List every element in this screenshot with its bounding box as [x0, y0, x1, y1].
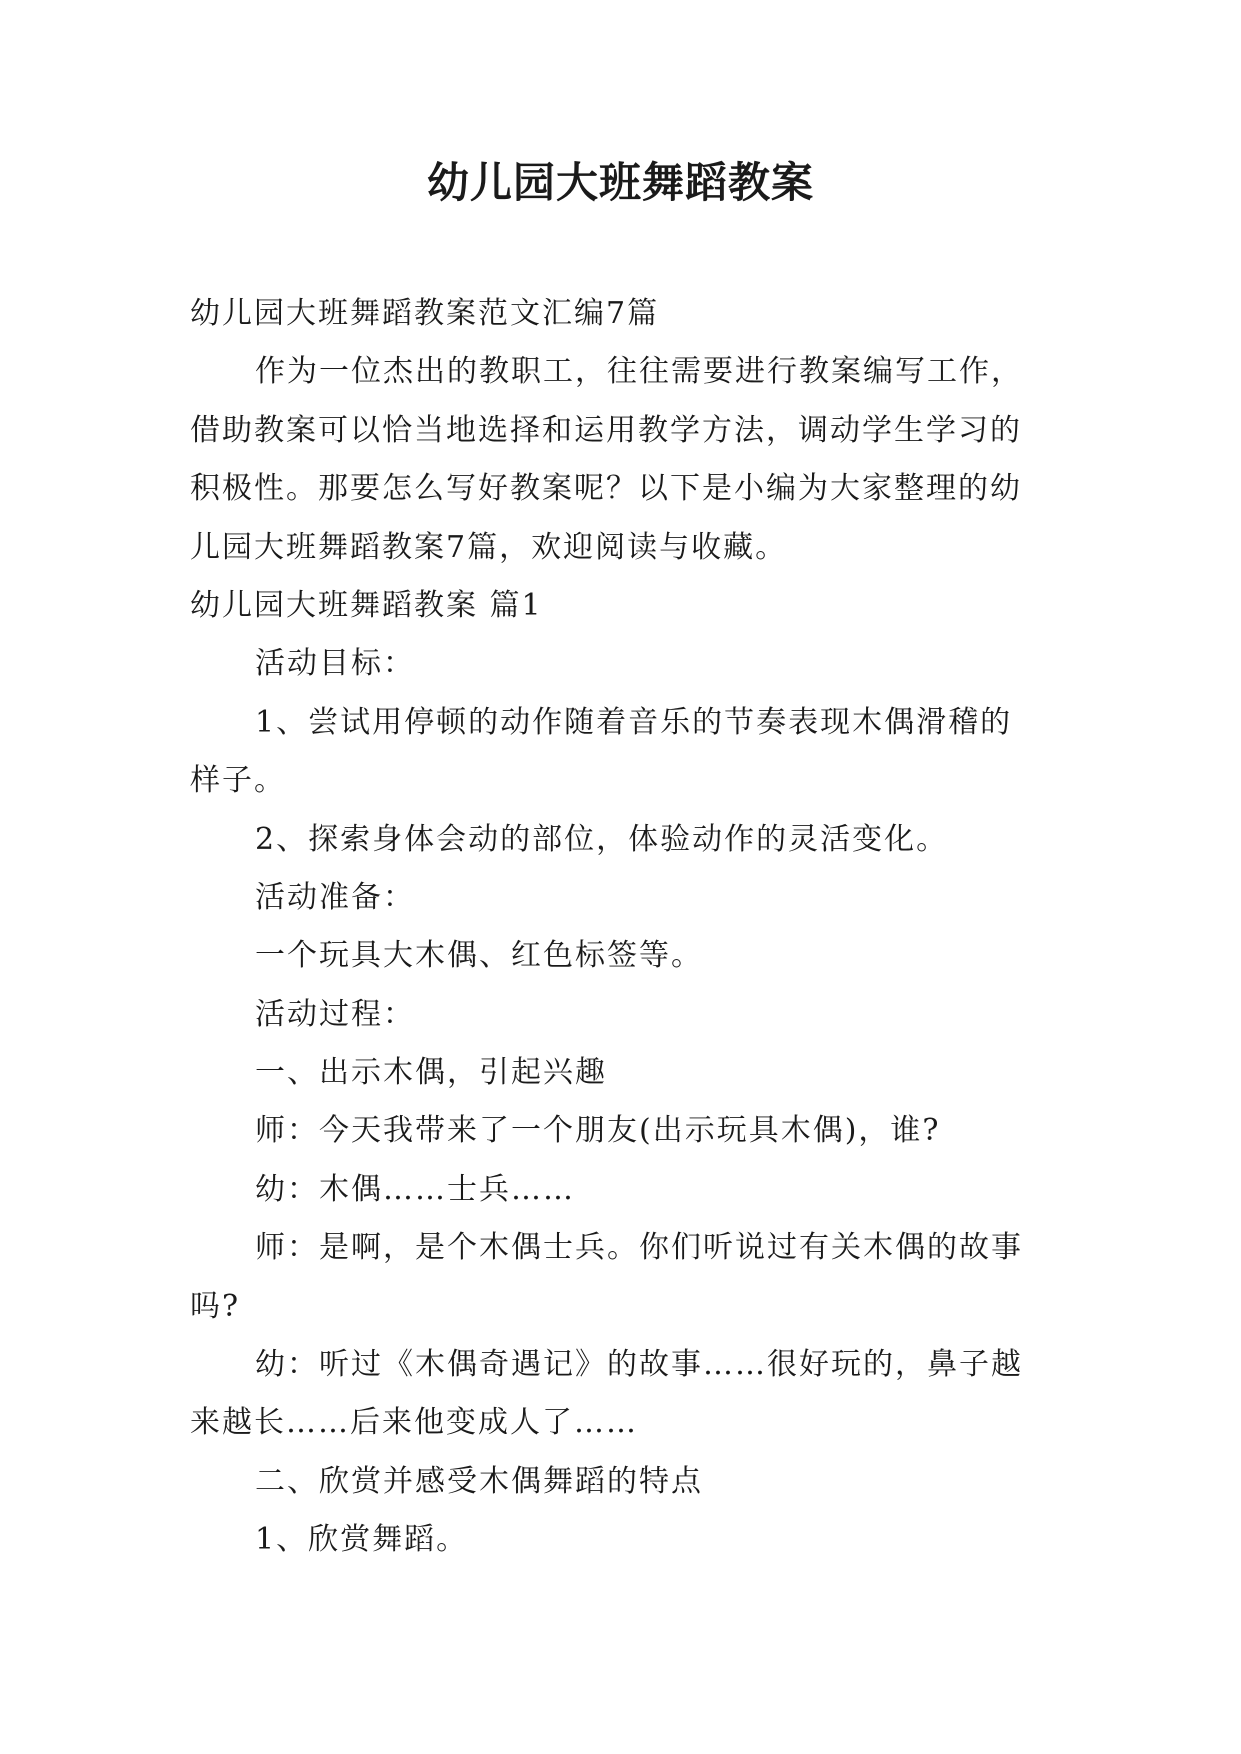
document-title: 幼儿园大班舞蹈教案 — [426, 158, 814, 207]
paragraph-line: 师：是啊，是个木偶士兵。你们听说过有关木偶的故事 — [255, 1230, 1023, 1266]
paragraph-line: 来越长……后来他变成人了…… — [190, 1405, 638, 1441]
paragraph-line: 一、出示木偶，引起兴趣 — [255, 1055, 607, 1091]
paragraph-line: 师：今天我带来了一个朋友(出示玩具木偶)，谁? — [255, 1113, 941, 1149]
document-body — [190, 285, 1060, 1570]
paragraph-line: 活动过程： — [255, 996, 415, 1032]
paragraph-line: 幼儿园大班舞蹈教案 篇1 — [190, 587, 543, 623]
paragraph-line: 二、欣赏并感受木偶舞蹈的特点 — [255, 1463, 703, 1499]
paragraph-line: 幼：木偶……士兵…… — [255, 1171, 575, 1207]
paragraph-line: 活动准备： — [255, 879, 415, 915]
paragraph-line: 一个玩具大木偶、红色标签等。 — [255, 938, 703, 974]
paragraph-line: 积极性。那要怎么写好教案呢？以下是小编为大家整理的幼 — [190, 471, 1022, 507]
paragraph-line: 儿园大班舞蹈教案7篇，欢迎阅读与收藏。 — [190, 529, 788, 565]
paragraph-line: 1、尝试用停顿的动作随着音乐的节奏表现木偶滑稽的 — [255, 704, 1013, 740]
paragraph-line: 1、欣赏舞蹈。 — [255, 1522, 469, 1558]
paragraph-line: 作为一位杰出的教职工，往往需要进行教案编写工作， — [255, 354, 1023, 390]
paragraph-line: 吗? — [190, 1288, 241, 1324]
paragraph-line: 活动目标： — [255, 646, 415, 682]
paragraph-line: 借助教案可以恰当地选择和运用教学方法，调动学生学习的 — [190, 412, 1022, 448]
paragraph-line: 样子。 — [190, 763, 286, 799]
paragraph-line: 幼儿园大班舞蹈教案范文汇编7篇 — [190, 296, 660, 331]
paragraph-line: 幼：听过《木偶奇遇记》的故事……很好玩的，鼻子越 — [255, 1347, 1023, 1383]
paragraph-line: 2、探索身体会动的部位，体验动作的灵活变化。 — [255, 821, 949, 857]
